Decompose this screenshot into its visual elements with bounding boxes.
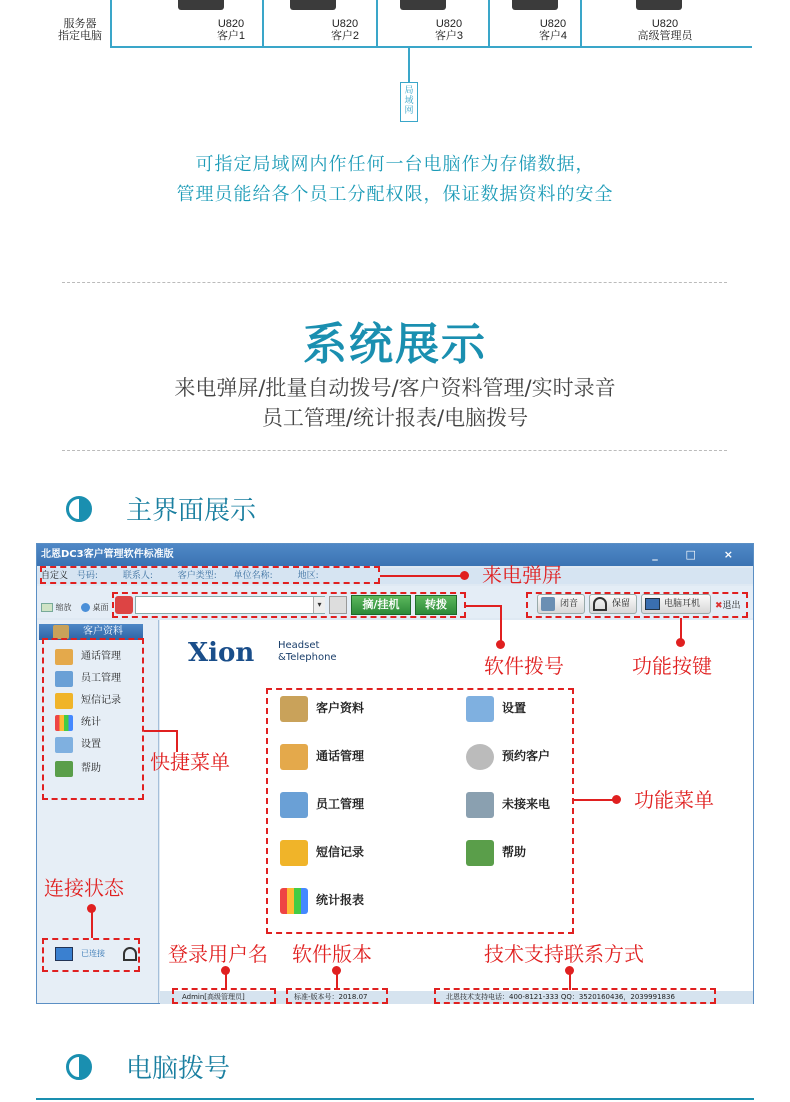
phone-device-icon [178,0,224,10]
desktop-icon [81,603,90,612]
section-header-main-ui: 主界面展示 [66,490,256,527]
close-icon: ✖ [715,601,723,611]
function-stats[interactable]: 统计报表 [280,888,364,912]
phone-device-icon [290,0,336,10]
showcase-title: 系统展示 [303,319,487,370]
annotation-function-menu: 功能菜单 [634,788,714,812]
sidebar-item-sms[interactable]: 短信记录 [53,692,121,710]
sidebar-item-staff[interactable]: 员工管理 [53,670,121,688]
server-label: 服务器 指定电脑 [58,18,102,42]
window-title-bar: 北恩DC3客户管理软件标准版 _ □ × [37,544,753,566]
connection-status: 已连接 [55,943,139,967]
showcase-subtitle-1: 来电弹屏/批量自动拨号/客户资料管理/实时录音 [174,376,616,400]
annotation-connection-status: 连接状态 [44,876,124,900]
annotation-tech-support: 技术支持联系方式 [484,942,644,966]
half-circle-icon [66,496,92,522]
divider [62,450,727,451]
status-user: Admin[高级管理员] [182,993,245,1001]
divider [62,282,727,283]
annotation-quick-menu: 快捷菜单 [150,750,230,774]
function-staff[interactable]: 员工管理 [280,792,364,816]
mute-button[interactable]: 闭音 [537,594,585,614]
client-admin: U820 高级管理员 [637,18,693,42]
client-3: U820 客户3 [434,18,464,42]
chevron-down-icon[interactable]: ▾ [313,597,325,613]
status-version: 标准-版本号：2018.07 [294,993,368,1001]
function-appointment[interactable]: 预约客户 [466,744,550,768]
function-missed-calls[interactable]: 未接来电 [466,792,550,816]
client-2: U820 客户2 [330,18,360,42]
annotation-function-keys: 功能按键 [632,654,712,678]
pc-headset-button[interactable]: 电脑耳机 [641,594,711,614]
function-help[interactable]: 帮助 [466,840,526,864]
client-1: U820 客户1 [216,18,246,42]
desktop-button[interactable]: 桌面 [81,602,109,613]
lan-label: 局域网 [400,82,418,122]
phone-device-icon [400,0,446,10]
dial-hangup-button[interactable]: 摘/挂机 [351,595,411,615]
function-settings[interactable]: 设置 [466,696,526,720]
sidebar-item-stats[interactable]: 统计 [53,714,101,732]
half-circle-icon [66,1054,92,1080]
phone-device-icon [636,0,682,10]
annotation-soft-dial: 软件拨号 [484,654,564,678]
phone-device-icon [512,0,558,10]
sidebar-item-settings[interactable]: 设置 [53,736,101,754]
exit-button[interactable]: ✖退出 [715,601,741,611]
annotation-login-user: 登录用户名 [168,942,268,966]
function-sms[interactable]: 短信记录 [280,840,364,864]
caller-info-bar: 自定义 号码: 联系人: 客户类型: 单位名称: 地区: [37,568,753,584]
sidebar-item-help[interactable]: 帮助 [53,760,101,778]
brand-tagline: Headset &Telephone [278,640,337,663]
window-controls[interactable]: _ □ × [652,548,745,561]
annotation-incoming-popup: 来电弹屏 [482,563,562,587]
brand-logo: Xion [188,638,255,668]
annotation-software-version: 软件版本 [292,942,372,966]
client-4: U820 客户4 [538,18,568,42]
showcase-subtitle-2: 员工管理/统计报表/电脑拨号 [261,406,529,430]
sidebar-item-calls[interactable]: 通话管理 [53,648,121,666]
status-support: 北恩技术支持电话：400-8121-333 QQ：3520160436，2039991836 [446,993,675,1001]
section-header-pc-dial: 电脑拨号 [66,1048,230,1085]
customer-icon [53,625,69,639]
function-customer[interactable]: 客户资料 [280,696,364,720]
transfer-button[interactable]: 转拨 [415,595,457,615]
sidebar-header-customer[interactable]: 客户资料 [39,624,143,640]
custom-button[interactable]: 自定义 [41,571,69,581]
hold-button[interactable]: 保留 [589,594,637,614]
shrink-button[interactable]: 缩放 [41,602,72,613]
divider [36,1098,754,1100]
function-calls[interactable]: 通话管理 [280,744,364,768]
network-description: 可指定局域网内作任何一台电脑作为存储数据， 管理员能给各个员工分配权限，保证数据资料的安全 [176,154,614,205]
